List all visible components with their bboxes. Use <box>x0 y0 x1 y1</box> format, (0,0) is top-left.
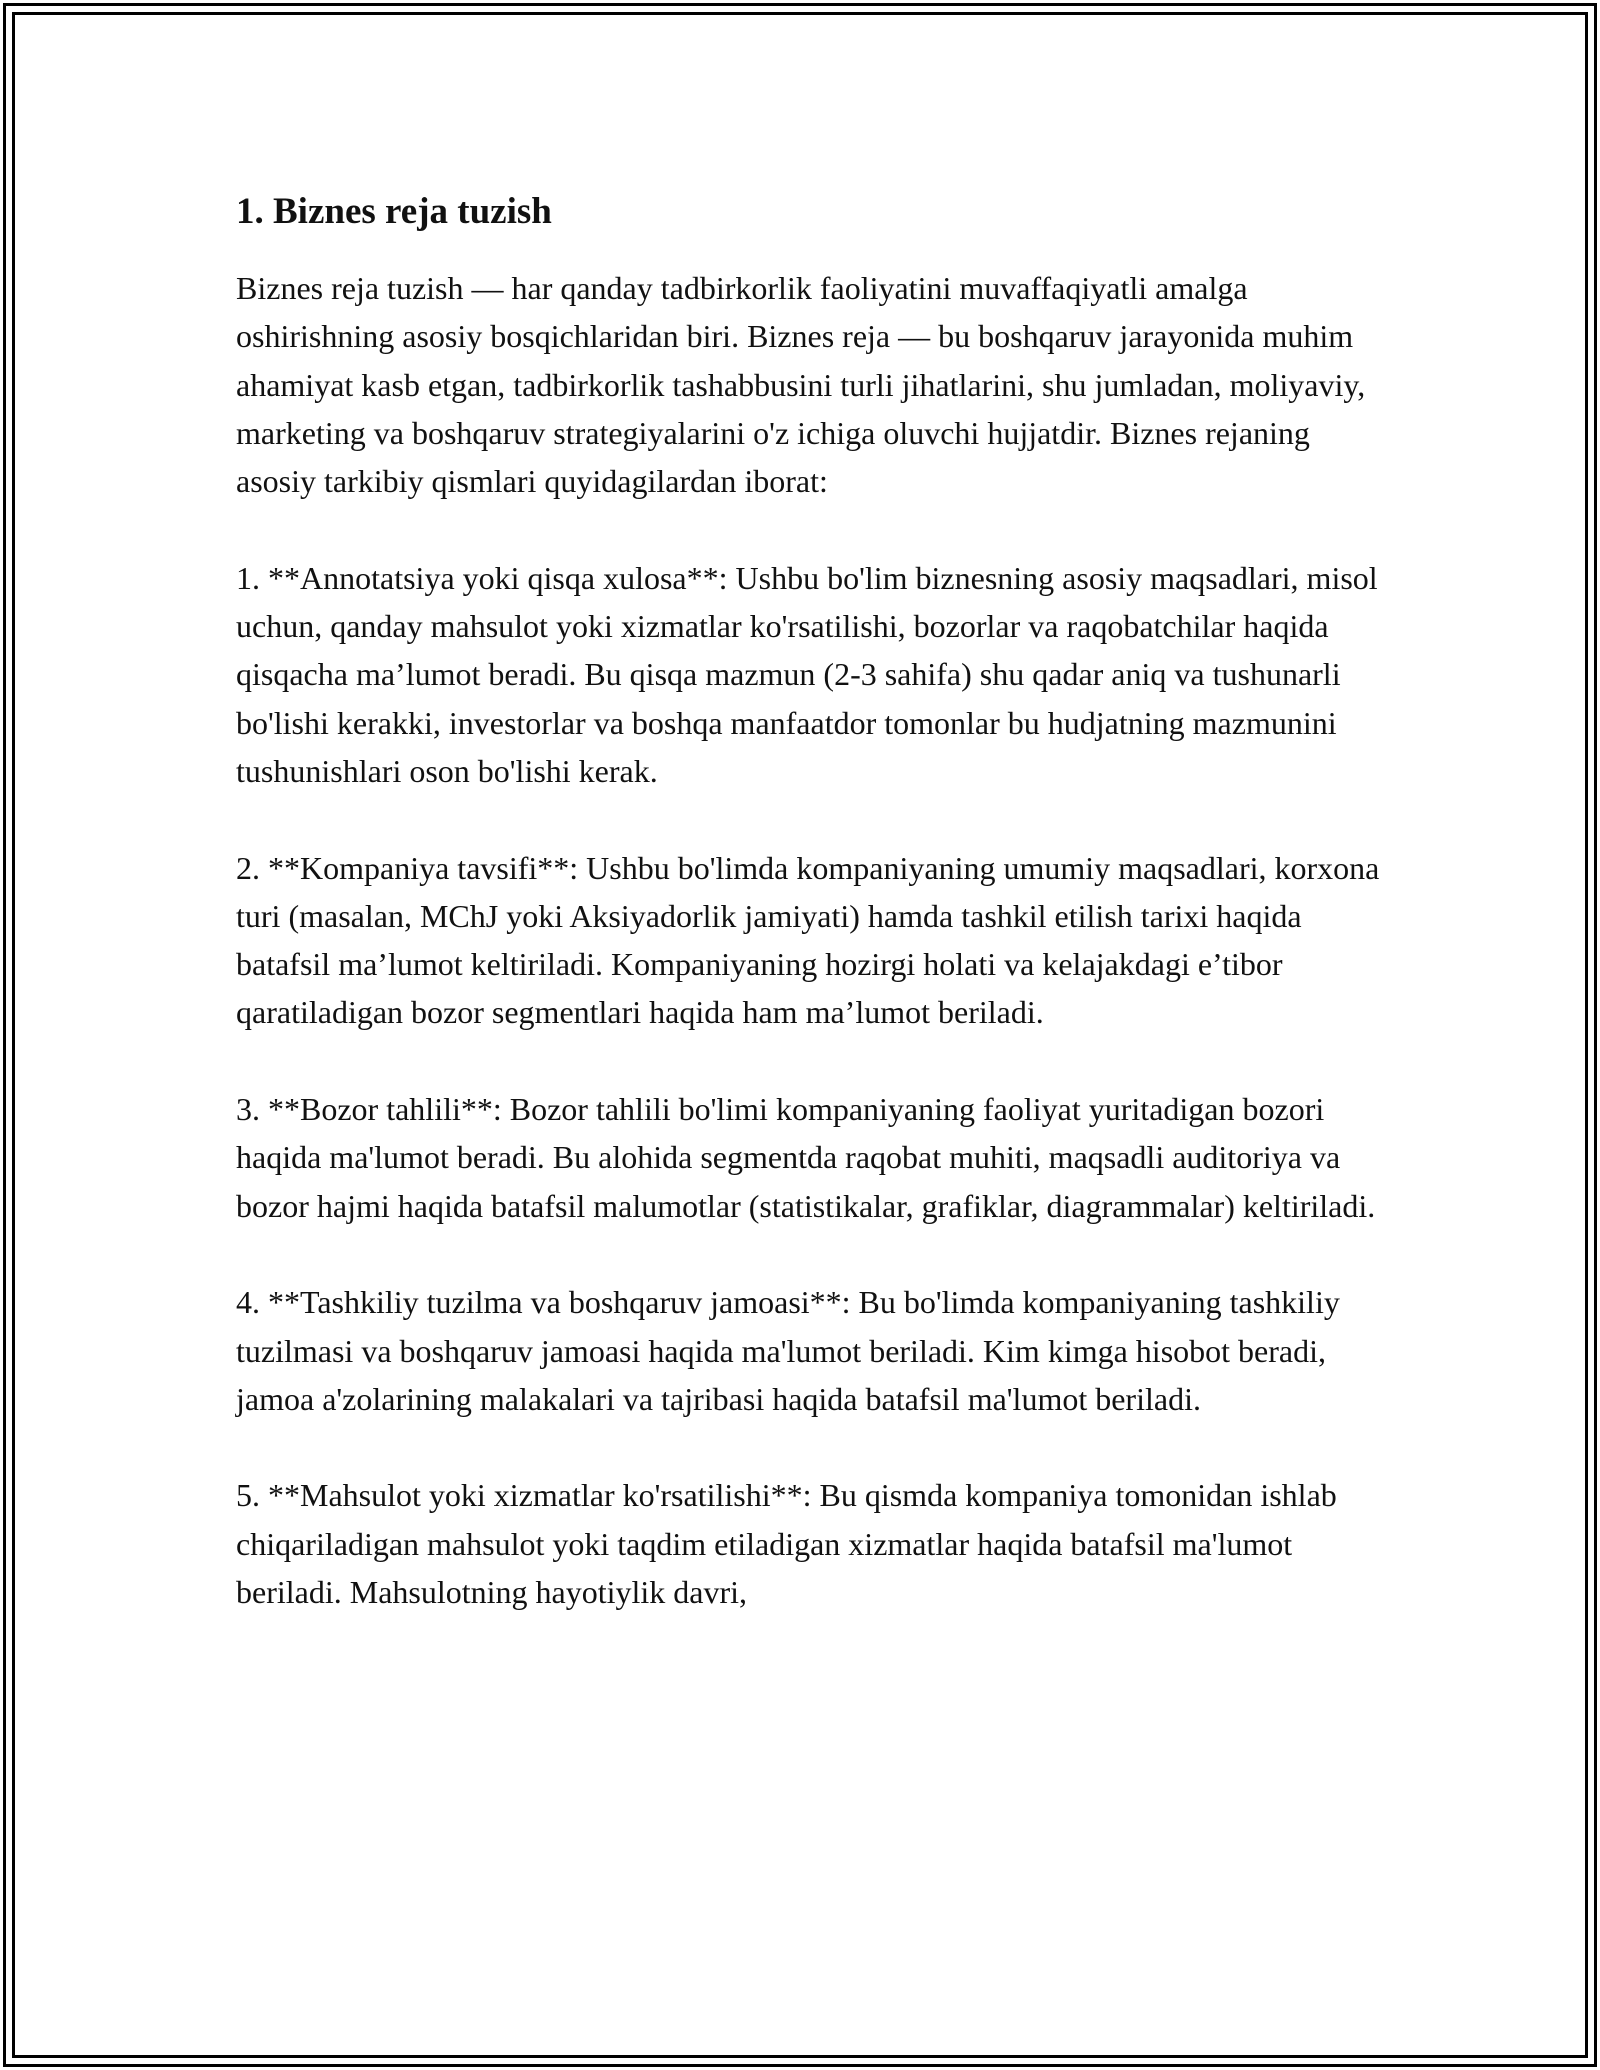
list-item-organization: 4. **Tashkiliy tuzilma va boshqaruv jamoasi**: Bu bo'limda kompaniyaning tashkiliy tuzilmasi va boshqaruv jamoasi haqida ma'lumot beriladi. Kim kimga hisobot beradi, jamoa a'zolarining malakalari va tajribasi haqida batafsil ma'lumot beriladi. <box>236 1284 1340 1417</box>
intro-paragraph: Biznes reja tuzish — har qanday tadbirkorlik faoliyatini muvaffaqiyatli amalga oshirishning asosiy bosqichlaridan biri. Biznes reja — bu boshqaruv jarayonida muhim ahamiyat kasb etgan, tadbirkorlik tashabbusini turli jihatlarini, shu jumladan, moliyaviy, marketing va boshqaruv strategiyalarini o'z ichiga oluvchi hujjatdir. Biznes rejaning asosiy tarkibiy qismlari quyidagilardan iborat: <box>236 270 1366 500</box>
list-item-products-services: 5. **Mahsulot yoki xizmatlar ko'rsatilishi**: Bu qismda kompaniya tomonidan ishlab chiqariladigan mahsulot yoki taqdim etiladigan xizmatlar haqida batafsil ma'lumot beriladi. Mahsulotning hayotiylik davri, <box>236 1477 1337 1611</box>
document-body <box>236 188 1386 1665</box>
list-item-market-analysis: 3. **Bozor tahlili**: Bozor tahlili bo'limi kompaniyaning faoliyat yuritadigan bozori haqida ma'lumot beradi. Bu alohida segmentda raqobat muhiti, maqsadli auditoriya va bozor hajmi haqida batafsil malumotlar (statistikalar, grafiklar, diagrammalar) keltiriladi. <box>236 1091 1376 1224</box>
section-heading: 1. Biznes reja tuzish <box>236 191 552 232</box>
list-item-annotation: 1. **Annotatsiya yoki qisqa xulosa**: Ushbu bo'lim biznesning asosiy maqsadlari, misol uchun, qanday mahsulot yoki xizmatlar ko'rsatilishi, bozorlar va raqobatchilar haqida qisqacha ma’lumot beradi. Bu qisqa mazmun (2-3 sahifa) shu qadar aniq va tushunarli bo'lishi kerakki, investorlar va boshqa manfaatdor tomonlar bu hudjatning mazmunini tushunishlari oson bo'lishi kerak. <box>236 559 1378 789</box>
list-item-company-description: 2. **Kompaniya tavsifi**: Ushbu bo'limda kompaniyaning umumiy maqsadlari, korxona turi (masalan, MChJ yoki Aksiyadorlik jamiyati) hamda tashkil etilish tarixi haqida batafsil ma’lumot keltiriladi. Kompaniyaning hozirgi holati va kelajakdagi e’tibor qaratiladigan bozor segmentlari haqida ham ma’lumot beriladi. <box>236 849 1380 1031</box>
